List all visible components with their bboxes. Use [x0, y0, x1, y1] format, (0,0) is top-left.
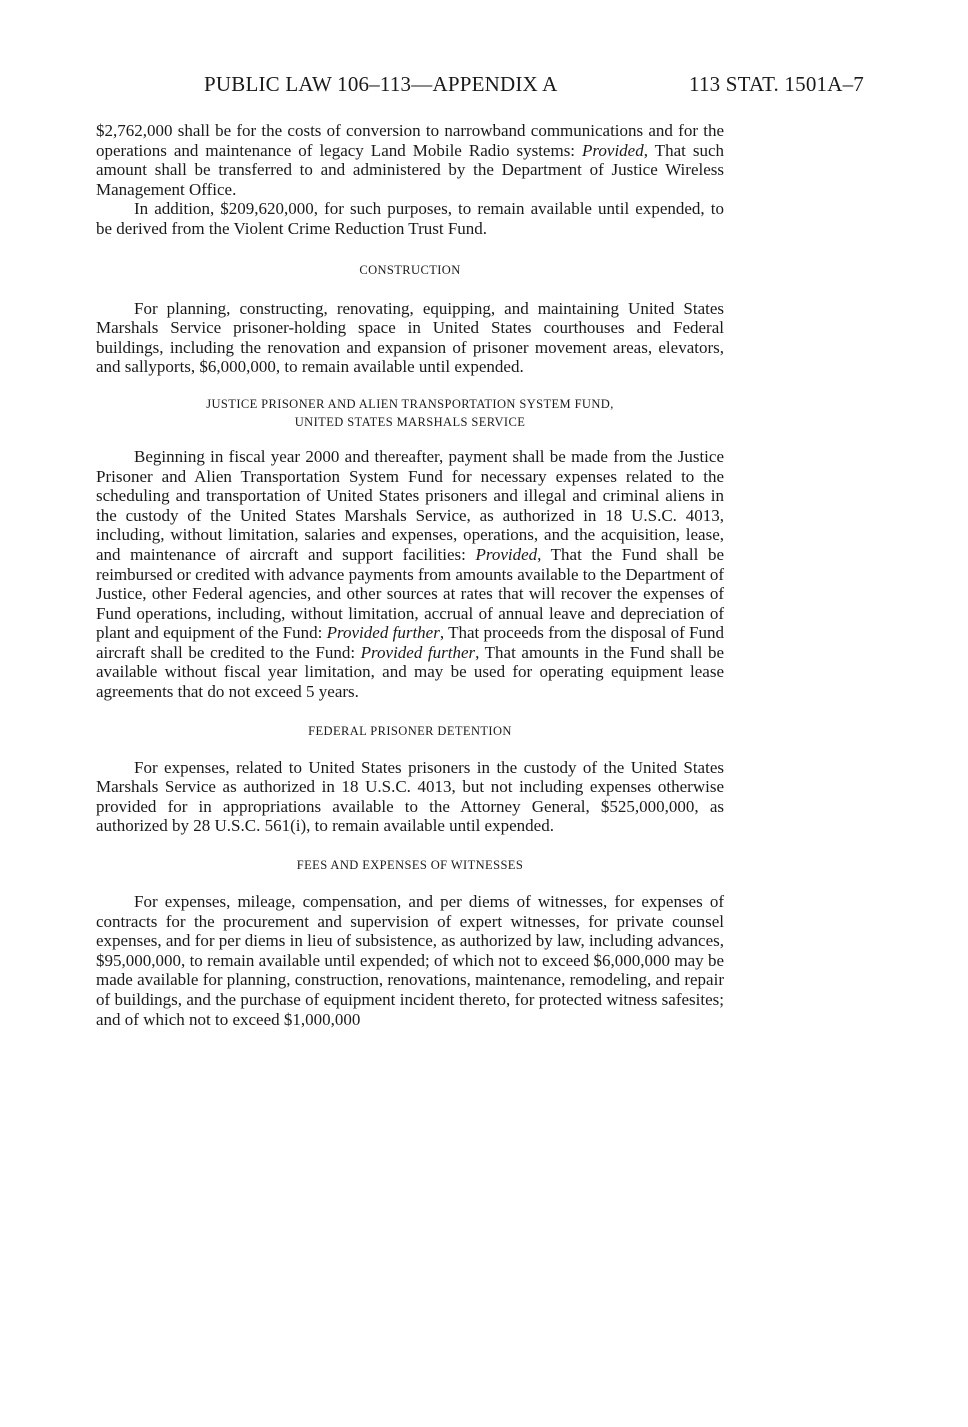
witnesses-paragraph: For expenses, mileage, compensation, and per diems of witnesses, for expenses of contracts for the procurement and supervision of expert witnesses, for private counsel expenses, and for per diems in lieu of subsistence, as authorized by law, including advances, $95,000,000, to remain available until expended; of which not to exceed $6,000,000 may be made available for planning, construction, renovations, maintenance, remodeling, and repair of buildings, and the purchase of equipment incident thereto, for protected witness safesites; and of which not to exceed $1,000,000	[96, 892, 724, 1029]
additional-funding-paragraph: In addition, $209,620,000, for such purposes, to remain available until expended, to be derived from the Violent Crime Reduction Trust Fund.	[96, 199, 724, 238]
section-heading-detention: FEDERAL PRISONER DETENTION	[308, 723, 512, 738]
section-heading-witnesses: FEES AND EXPENSES OF WITNESSES	[296, 858, 524, 873]
statute-page-number: 113 STAT. 1501A–7	[689, 72, 864, 96]
header-title: PUBLIC LAW 106–113—APPENDIX A	[204, 72, 558, 96]
jpats-paragraph: Beginning in fiscal year 2000 and thereafter, payment shall be made from the Justice Prisoner and Alien Transportation System Fund for necessary expenses related to the scheduling and transportation of United States prisoners and illegal and criminal aliens in the custody of the United States Marshals Service, as authorized in 18 U.S.C. 4013, including, without limitation, salaries and expenses, operations, and the acquisition, lease, and maintenance of aircraft and support facilities: Provided, That the Fund shall be reimbursed or credited with advance payments from amounts available to the Department of Justice, other Federal agencies, and other sources at rates that will recover the expenses of Fund operations, including, without limitation, accrual of annual leave and depreciation of plant and equipment of the Fund: Provided further, That proceeds from the disposal of Fund aircraft shall be credited to the Fund: Provided further, That amounts in the Fund shall be available without fiscal year limitation, and may be used for operating equipment lease agreements that do not exceed 5 years.	[96, 446, 725, 702]
document-body	[96, 121, 724, 1029]
construction-paragraph: For planning, constructing, renovating, equipping, and maintaining United States Marshals Service prisoner-holding space in United States courthouses and Federal buildings, including the renovation and expansion of prisoner movement areas, elevators, and sallyports, $6,000,000, to remain available until expended.	[96, 298, 724, 377]
section-heading-construction: CONSTRUCTION	[359, 262, 461, 277]
section-heading-jpats: JUSTICE PRISONER AND ALIEN TRANSPORTATION SYSTEM FUND, UNITED STATES MARSHALS SERVICE	[206, 396, 614, 429]
continuation-paragraph: $2,762,000 shall be for the costs of conversion to narrowband communications and for the operations and maintenance of legacy Land Mobile Radio systems: Provided, That such amount shall be transferred to and administered by the Department of Justice Wireless Management Office.	[96, 121, 725, 199]
detention-paragraph: For expenses, related to United States prisoners in the custody of the United States Marshals Service as authorized in 18 U.S.C. 4013, but not including expenses otherwise provided for in appropriations available to the Attorney General, $525,000,000, as authorized by 28 U.S.C. 561(i), to remain available until expended.	[96, 757, 724, 836]
running-header	[204, 72, 864, 102]
